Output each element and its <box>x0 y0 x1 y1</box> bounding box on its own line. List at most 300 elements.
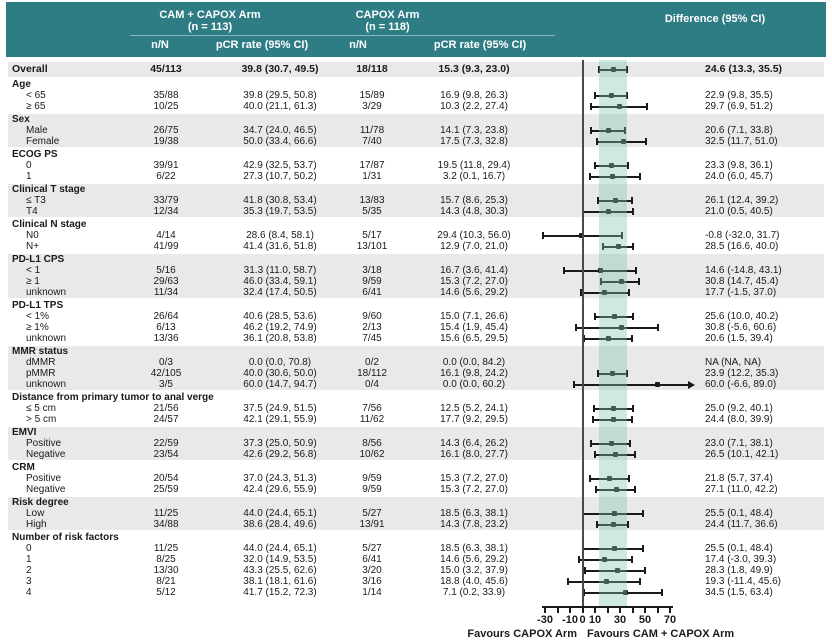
arm2-pcr-rate: 15.3 (7.2, 27.0) <box>440 473 508 484</box>
table-row <box>8 576 824 587</box>
subgroup-title: CRM <box>12 462 35 473</box>
arm1-pcr-rate: 42.4 (29.6, 55.9) <box>243 484 317 495</box>
subgroup-header-row <box>8 497 824 508</box>
arm1-pcr-rate: 39.8 (29.5, 50.8) <box>243 90 317 101</box>
subgroup-section <box>8 346 824 390</box>
difference-value: -0.8 (-32.0, 31.7) <box>705 230 780 241</box>
arm2-pcr-rate: 14.3 (6.4, 26.2) <box>440 438 508 449</box>
ci-lower-cap <box>594 162 596 169</box>
arm1-sample-size: (n = 113) <box>187 21 233 33</box>
arm1-n-over-N: 3/5 <box>159 379 173 390</box>
ci-upper-cap <box>634 451 636 458</box>
difference-value: 32.5 (11.7, 51.0) <box>705 136 778 147</box>
table-row <box>8 62 824 77</box>
arm1-n-over-N: 42/105 <box>150 368 182 379</box>
arm1-pcr-rate: 32.0 (14.9, 53.5) <box>243 554 317 565</box>
arm2-pcr-rate: 15.7 (8.6, 25.3) <box>440 195 508 206</box>
arm1-pcr-rate: 60.0 (14.7, 94.7) <box>243 379 317 390</box>
table-row <box>8 554 824 565</box>
subgroup-section <box>8 114 824 147</box>
arm1-n-over-N: 24/57 <box>153 414 179 425</box>
arm2-pcr-rate: 16.1 (8.0, 27.7) <box>440 449 508 460</box>
subgroup-label: 0 <box>26 160 32 171</box>
arm1-n-over-N: 11/25 <box>153 543 179 554</box>
difference-value: 26.1 (12.4, 39.2) <box>705 195 779 206</box>
subgroup-label: < 65 <box>26 90 46 101</box>
arm2-n-over-N: 5/27 <box>362 508 382 519</box>
table-row <box>8 90 824 101</box>
subgroup-label: < 1 <box>26 265 41 276</box>
axis-tick <box>644 608 646 613</box>
difference-value: 25.5 (0.1, 48.4) <box>705 543 773 554</box>
ci-lower-cap <box>596 138 598 145</box>
arm2-n-over-N: 6/41 <box>362 287 382 298</box>
arm2-n-over-N: 9/59 <box>362 276 382 287</box>
subgroup-header-row <box>8 79 824 90</box>
arm1-n-over-N: 25/59 <box>153 484 179 495</box>
ci-upper-cap <box>635 267 637 274</box>
overall-ci-shaded-band <box>599 60 627 607</box>
table-row <box>8 403 824 414</box>
table-row <box>8 160 824 171</box>
axis-tick <box>594 608 596 613</box>
arm2-pcr-rate: 18.5 (6.3, 38.1) <box>440 508 508 519</box>
subgroup-label: 4 <box>26 587 32 598</box>
subgroup-title: Clinical N stage <box>12 219 87 230</box>
arm1-n-over-N: 12/34 <box>153 206 179 217</box>
subgroup-title: PD-L1 TPS <box>12 300 64 311</box>
arm2-n-over-N: 7/40 <box>362 136 382 147</box>
subgroup-header-row <box>8 392 824 403</box>
arm2-n-over-N: 5/17 <box>362 230 382 241</box>
ci-lower-cap <box>595 486 597 493</box>
ci-upper-cap <box>661 589 663 596</box>
difference-column-title: Difference (95% CI) <box>664 13 766 25</box>
arm1-pcr-rate: 46.2 (19.2, 74.9) <box>243 322 317 333</box>
subgroup-header-row <box>8 532 824 543</box>
arm2-n-over-N: 5/27 <box>362 543 382 554</box>
subgroup-section <box>8 497 824 530</box>
axis-tick <box>544 608 546 613</box>
table-row <box>8 543 824 554</box>
arm2-n-over-N: 1/14 <box>362 587 382 598</box>
arm2-pcr-rate: 18.8 (4.0, 45.6) <box>440 576 508 587</box>
header-group-underline <box>130 35 555 36</box>
subgroup-label: T4 <box>26 206 38 217</box>
ci-lower-cap <box>563 267 565 274</box>
difference-value: 17.7 (-1.5, 37.0) <box>705 287 777 298</box>
ci-lower-cap <box>583 335 585 342</box>
difference-value: 17.4 (-3.0, 39.3) <box>705 554 777 565</box>
table-header <box>6 2 826 57</box>
difference-value: 30.8 (-5.6, 60.6) <box>705 322 777 333</box>
subgroup-header-row <box>8 427 824 438</box>
subgroup-label: Low <box>26 508 45 519</box>
ci-upper-cap <box>638 278 640 285</box>
subgroup-label: Positive <box>26 473 62 484</box>
arm1-pcr-rate: 37.0 (24.3, 51.3) <box>243 473 317 484</box>
ci-lower-cap <box>590 440 592 447</box>
table-row <box>8 484 824 495</box>
ci-upper-cap <box>631 197 633 204</box>
subgroup-label: Negative <box>26 449 66 460</box>
arm2-pcr-rate: 15.3 (9.3, 23.0) <box>438 63 510 75</box>
arm1-pcr-rate: 50.0 (33.4, 66.6) <box>243 136 317 147</box>
subgroup-label: Female <box>26 136 60 147</box>
ci-upper-cap <box>628 289 630 296</box>
arm2-pcr-rate: 3.2 (0.1, 16.7) <box>442 171 506 182</box>
ci-upper-cap <box>632 243 634 250</box>
table-row <box>8 414 824 425</box>
arm2-pcr-rate: 17.5 (7.3, 32.8) <box>440 136 508 147</box>
difference-value: 20.6 (7.1, 33.8) <box>705 125 773 136</box>
table-row <box>8 276 824 287</box>
subgroup-section <box>8 254 824 298</box>
arm2-n-over-N: 18/112 <box>357 368 387 379</box>
arm2-n-over-N: 9/59 <box>362 484 382 495</box>
arm2-n-over-N: 5/35 <box>362 206 382 217</box>
arm2-n-over-N: 0/2 <box>365 357 379 368</box>
axis-tick-label: 10 <box>588 614 602 626</box>
arm2-n-over-N: 7/45 <box>362 333 382 344</box>
arm1-n-over-N: 26/75 <box>153 125 179 136</box>
arm2-sample-size: (n = 118) <box>365 21 410 33</box>
favours-right-label: Favours CAM + CAPOX Arm <box>587 628 735 640</box>
arm2-pcr-rate: 19.5 (11.8, 29.4) <box>437 160 511 171</box>
arm1-n-over-N: 11/25 <box>153 508 179 519</box>
arm2-n-over-N: 13/83 <box>359 195 385 206</box>
table-body <box>0 62 832 600</box>
subgroup-title: Age <box>12 79 31 90</box>
difference-value: 29.7 (6.9, 51.2) <box>705 101 773 112</box>
axis-tick <box>582 608 584 613</box>
table-row <box>8 438 824 449</box>
arm1-pcr-rate: 37.3 (25.0, 50.9) <box>243 438 317 449</box>
arm2-n-over-N: 11/62 <box>359 414 385 425</box>
subgroup-label: unknown <box>26 379 67 390</box>
arm2-pcr-rate: 12.9 (7.0, 21.0) <box>440 241 508 252</box>
arm1-n-over-N: 6/13 <box>156 322 176 333</box>
ci-upper-cap <box>628 475 630 482</box>
subgroup-title: MMR status <box>12 346 69 357</box>
ci-upper-cap <box>642 545 644 552</box>
arm2-n-over-N: 13/91 <box>359 519 385 530</box>
table-row <box>8 265 824 276</box>
subgroup-title: PD-L1 CPS <box>12 254 65 265</box>
table-row <box>8 473 824 484</box>
arm1-n-over-N: 29/63 <box>153 276 179 287</box>
ci-lower-cap <box>594 451 596 458</box>
arm1-n-over-N: 10/25 <box>153 101 179 112</box>
ci-arrow-right <box>688 381 695 389</box>
table-row <box>8 206 824 217</box>
axis-tick-label: 30 <box>613 614 627 626</box>
ci-lower-cap <box>589 475 591 482</box>
subgroup-header-row <box>8 149 824 160</box>
axis-tick <box>607 608 609 613</box>
difference-value: 25.6 (10.0, 40.2) <box>705 311 779 322</box>
arm2-n-over-N: 8/56 <box>362 438 382 449</box>
subgroup-section <box>8 427 824 460</box>
arm1-n-over-N: 0/3 <box>159 357 173 368</box>
table-row <box>8 125 824 136</box>
arm1-n-over-N: 5/12 <box>156 587 176 598</box>
subgroup-label: unknown <box>26 287 67 298</box>
subgroup-title: ECOG PS <box>12 149 58 160</box>
arm1-n-over-N: 13/30 <box>153 565 179 576</box>
arm2-n-over-N: 3/29 <box>362 101 382 112</box>
axis-tick-label: 0 <box>579 614 586 626</box>
arm1-pcr-rate: 37.5 (24.9, 51.5) <box>243 403 317 414</box>
subgroup-label: 2 <box>26 565 32 576</box>
axis-tick-label: 50 <box>638 614 652 626</box>
ci-lower-cap <box>573 381 575 388</box>
ci-lower-cap <box>594 92 596 99</box>
table-row <box>8 101 824 112</box>
arm1-pcr-rate: 44.0 (24.4, 65.1) <box>243 543 317 554</box>
arm1-n-over-N: 21/56 <box>153 403 179 414</box>
subgroup-label: Negative <box>26 484 66 495</box>
difference-value: 25.5 (0.1, 48.4) <box>705 508 773 519</box>
arm2-n-over-N: 15/89 <box>359 90 385 101</box>
subgroup-section <box>8 149 824 182</box>
arm1-pcr-rate: 31.3 (11.0, 58.7) <box>243 265 317 276</box>
arm1-nN-column-header: n/N <box>151 39 169 51</box>
ci-lower-cap <box>596 521 598 528</box>
ci-lower-cap <box>567 578 569 585</box>
subgroup-label: 3 <box>26 576 32 587</box>
subgroup-label: ≥ 65 <box>26 101 46 112</box>
arm2-n-over-N: 3/18 <box>362 265 382 276</box>
subgroup-label: dMMR <box>26 357 56 368</box>
axis-tick-label: -10 <box>562 614 578 626</box>
subgroup-label: pMMR <box>26 368 56 379</box>
arm1-pcr-rate: 28.6 (8.4, 58.1) <box>246 230 314 241</box>
arm2-n-over-N: 2/13 <box>362 322 382 333</box>
arm1-n-over-N: 19/38 <box>153 136 179 147</box>
subgroup-label: < 1% <box>26 311 50 322</box>
arm2-pcr-rate: 14.1 (7.3, 23.8) <box>440 125 508 136</box>
arm2-pcr-rate: 16.9 (9.8, 26.3) <box>440 90 508 101</box>
arm2-pcr-rate: 16.7 (3.6, 41.4) <box>440 265 508 276</box>
subgroup-section <box>8 300 824 344</box>
ci-upper-cap <box>631 556 633 563</box>
table-row <box>8 449 824 460</box>
arm1-pcr-rate: 35.3 (19.7, 53.5) <box>243 206 317 217</box>
arm1-title: CAM + CAPOX Arm <box>159 9 261 21</box>
arm1-n-over-N: 8/25 <box>156 554 176 565</box>
ci-lower-cap <box>575 324 577 331</box>
subgroup-label: unknown <box>26 333 67 344</box>
arm1-pcr-rate: 41.4 (31.6, 51.8) <box>243 241 317 252</box>
arm2-n-over-N: 7/56 <box>362 403 382 414</box>
subgroup-header-row <box>8 114 824 125</box>
arm2-pcr-rate: 0.0 (0.0, 60.2) <box>442 379 506 390</box>
arm2-nN-column-header: n/N <box>349 39 367 51</box>
table-row <box>8 508 824 519</box>
table-row <box>8 230 824 241</box>
ci-upper-cap <box>644 567 646 574</box>
zero-reference-line <box>582 60 584 607</box>
arm2-pcr-rate: 15.0 (3.2, 37.9) <box>440 565 508 576</box>
difference-value: NA (NA, NA) <box>705 357 762 368</box>
subgroup-title: Number of risk factors <box>12 532 119 543</box>
difference-value: 30.8 (14.7, 45.4) <box>705 276 779 287</box>
favours-left-label: Favours CAPOX Arm <box>467 628 577 640</box>
difference-value: 25.0 (9.2, 40.1) <box>705 403 773 414</box>
difference-value: 19.3 (-11.4, 45.6) <box>705 576 781 587</box>
arm2-pcr-rate: 15.6 (6.5, 29.5) <box>440 333 508 344</box>
difference-value: 22.9 (9.8, 35.5) <box>705 90 773 101</box>
arm1-n-over-N: 22/59 <box>153 438 179 449</box>
ci-upper-cap <box>642 510 644 517</box>
arm1-pcr-rate: 42.9 (32.5, 53.7) <box>243 160 317 171</box>
subgroup-title: Risk degree <box>12 497 69 508</box>
subgroup-label: Male <box>26 125 48 136</box>
difference-value: 34.5 (1.5, 63.4) <box>705 587 773 598</box>
subgroup-section <box>8 79 824 112</box>
ci-upper-cap <box>645 138 647 145</box>
subgroup-label: N0 <box>26 230 39 241</box>
difference-value: 28.5 (16.6, 40.0) <box>705 241 779 252</box>
table-row <box>8 565 824 576</box>
table-row <box>8 587 824 598</box>
ci-upper-cap <box>627 162 629 169</box>
arm1-n-over-N: 39/91 <box>153 160 179 171</box>
arm1-pcr-rate: 40.0 (21.1, 61.3) <box>243 101 317 112</box>
difference-value: 28.3 (1.8, 49.9) <box>705 565 773 576</box>
arm2-n-over-N: 9/59 <box>362 473 382 484</box>
difference-value: 23.0 (7.1, 38.1) <box>705 438 773 449</box>
arm2-pcr-rate: 29.4 (10.3, 56.0) <box>437 230 511 241</box>
ci-lower-cap <box>589 173 591 180</box>
arm2-pcr-rate: 15.0 (7.1, 26.6) <box>440 311 508 322</box>
table-row <box>8 357 824 368</box>
arm1-pcr-rate: 32.4 (17.4, 50.5) <box>243 287 317 298</box>
arm2-n-over-N: 13/101 <box>356 241 388 252</box>
arm2-pcr-rate: 18.5 (6.3, 38.1) <box>440 543 508 554</box>
difference-value: 27.1 (11.0, 42.2) <box>705 484 778 495</box>
subgroup-section <box>8 392 824 425</box>
ci-line <box>574 384 688 386</box>
subgroup-label: > 5 cm <box>26 414 57 425</box>
arm2-n-over-N: 6/41 <box>362 554 382 565</box>
table-row <box>8 368 824 379</box>
subgroup-header-row <box>8 219 824 230</box>
difference-value: 24.0 (6.0, 45.7) <box>705 171 773 182</box>
arm2-n-over-N: 3/16 <box>362 576 382 587</box>
subgroup-header-row <box>8 462 824 473</box>
point-estimate-marker <box>655 382 660 387</box>
ci-upper-cap <box>657 324 659 331</box>
ci-upper-cap <box>629 440 631 447</box>
ci-upper-cap <box>639 578 641 585</box>
arm2-n-over-N: 10/62 <box>359 449 385 460</box>
table-row <box>8 311 824 322</box>
table-row <box>8 241 824 252</box>
subgroup-section <box>8 62 824 77</box>
subgroup-header-row <box>8 300 824 311</box>
arm1-n-over-N: 4/14 <box>156 230 176 241</box>
subgroup-label: 1 <box>26 171 32 182</box>
arm2-pcr-rate: 14.6 (5.6, 29.2) <box>440 287 508 298</box>
subgroup-title: EMVI <box>12 427 37 438</box>
arm2-pcr-rate: 10.3 (2.2, 27.4) <box>440 101 508 112</box>
subgroup-label: ≤ T3 <box>26 195 46 206</box>
axis-tick-label: -30 <box>537 614 553 626</box>
arm1-pcr-rate: 38.1 (18.1, 61.6) <box>243 576 317 587</box>
arm2-title: CAPOX Arm <box>355 9 420 21</box>
subgroup-label: ≥ 1% <box>26 322 49 333</box>
difference-value: 20.6 (1.5, 39.4) <box>705 333 773 344</box>
arm1-pcr-rate: 43.3 (25.5, 62.6) <box>243 565 317 576</box>
arm1-pcr-rate: 42.1 (29.1, 55.9) <box>243 414 317 425</box>
axis-tick <box>619 608 621 613</box>
axis-tick <box>632 608 634 613</box>
subgroup-header-row <box>8 254 824 265</box>
arm2-pcr-rate: 14.3 (7.8, 23.2) <box>440 519 508 530</box>
subgroup-section <box>8 184 824 217</box>
arm2-n-over-N: 11/78 <box>359 125 385 136</box>
arm1-pcr-rate: 36.1 (20.8, 53.8) <box>243 333 317 344</box>
subgroup-title: Clinical T stage <box>12 184 86 195</box>
ci-upper-cap <box>627 521 629 528</box>
arm2-n-over-N: 0/4 <box>365 379 379 390</box>
difference-value: 24.4 (11.7, 36.6) <box>705 519 778 530</box>
axis-tick-label: 70 <box>663 614 677 626</box>
difference-value: 26.5 (10.1, 42.1) <box>705 449 779 460</box>
ci-lower-cap <box>590 127 592 134</box>
arm2-pcr-rate: 15.3 (7.2, 27.0) <box>440 276 508 287</box>
arm1-n-over-N: 6/22 <box>156 171 176 182</box>
ci-lower-cap <box>592 416 594 423</box>
arm1-pcr-rate: 38.6 (28.4, 49.6) <box>243 519 317 530</box>
arm2-pcr-rate: 15.3 (7.2, 27.0) <box>440 484 508 495</box>
arm1-pcr-rate: 42.6 (29.2, 56.8) <box>243 449 317 460</box>
arm2-pcr-column-header: pCR rate (95% CI) <box>433 39 527 51</box>
arm2-pcr-rate: 16.1 (9.8, 24.2) <box>440 368 508 379</box>
ci-upper-cap <box>632 405 634 412</box>
arm1-n-over-N: 26/64 <box>153 311 179 322</box>
axis-tick <box>657 608 659 613</box>
arm2-pcr-rate: 17.7 (9.2, 29.5) <box>440 414 508 425</box>
ci-upper-cap <box>631 416 633 423</box>
arm1-n-over-N: 23/54 <box>153 449 179 460</box>
difference-value: 23.9 (12.2, 35.3) <box>705 368 779 379</box>
subgroup-label: ≤ 5 cm <box>26 403 56 414</box>
ci-lower-cap <box>590 103 592 110</box>
arm1-n-over-N: 13/36 <box>153 333 179 344</box>
axis-tick <box>669 608 671 613</box>
arm1-pcr-column-header: pCR rate (95% CI) <box>215 39 309 51</box>
subgroup-label: 1 <box>26 554 32 565</box>
arm2-n-over-N: 17/87 <box>359 160 385 171</box>
difference-value: 21.0 (0.5, 40.5) <box>705 206 773 217</box>
arm1-n-over-N: 8/21 <box>156 576 176 587</box>
ci-lower-cap <box>594 313 596 320</box>
arm1-n-over-N: 45/113 <box>150 63 182 75</box>
table-row <box>8 322 824 333</box>
arm1-pcr-rate: 27.3 (10.7, 50.2) <box>243 171 317 182</box>
arm2-n-over-N: 3/20 <box>362 565 382 576</box>
arm1-pcr-rate: 40.0 (30.6, 50.0) <box>243 368 317 379</box>
difference-value: 24.4 (8.0, 39.9) <box>705 414 773 425</box>
ci-lower-cap <box>584 567 586 574</box>
ci-lower-cap <box>593 405 595 412</box>
table-row <box>8 519 824 530</box>
arm1-n-over-N: 33/79 <box>153 195 179 206</box>
subgroup-label: Overall <box>12 63 48 75</box>
